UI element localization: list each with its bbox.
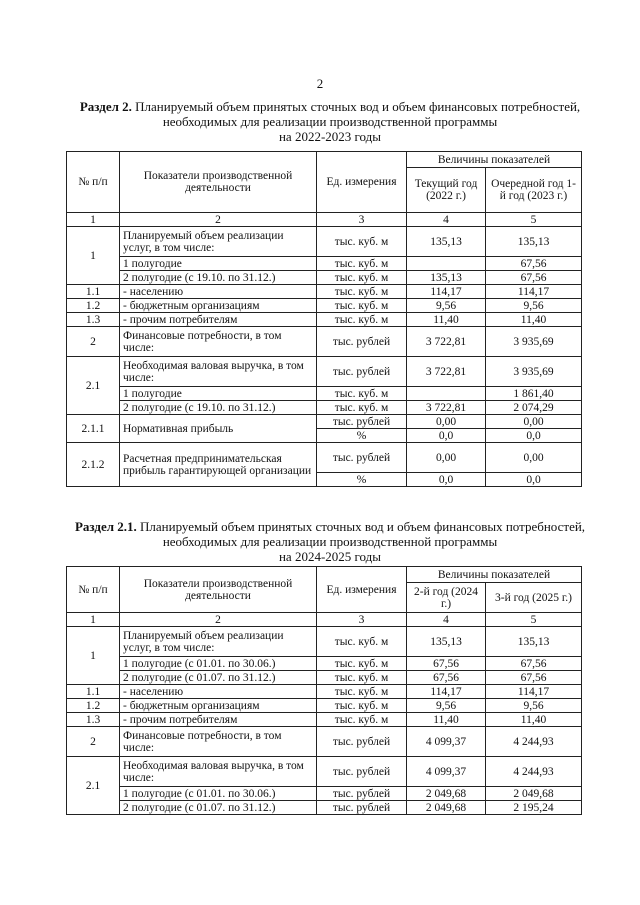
header-num: № п/п — [67, 567, 120, 613]
row-unit: тыс. куб. м — [317, 401, 407, 415]
row-unit: тыс. рублей — [317, 787, 407, 801]
row-label: 2 полугодие (с 19.10. по 31.12.) — [120, 271, 317, 285]
row-value-2: 2 074,29 — [486, 401, 582, 415]
row-unit: тыс. куб. м — [317, 313, 407, 327]
table-row — [67, 671, 582, 685]
row-value-2: 114,17 — [486, 285, 582, 299]
row-label: Необходимая валовая выручка, в том числе: — [120, 357, 317, 387]
row-value-2: 0,0 — [486, 429, 582, 443]
row-label: 1 полугодие — [120, 257, 317, 271]
table-row — [67, 357, 582, 387]
row-label: 2 полугодие (с 19.10. по 31.12.) — [120, 401, 317, 415]
row-label: 1 полугодие (с 01.01. по 30.06.) — [120, 787, 317, 801]
row-value-2: 67,56 — [486, 257, 582, 271]
row-value-1: 3 722,81 — [407, 357, 486, 387]
row-value-2: 9,56 — [486, 299, 582, 313]
row-num: 1 — [67, 627, 120, 685]
row-value-2: 67,56 — [486, 671, 582, 685]
row-unit: тыс. куб. м — [317, 685, 407, 699]
row-value-2: 1 861,40 — [486, 387, 582, 401]
row-value-2: 9,56 — [486, 699, 582, 713]
row-value-2: 3 935,69 — [486, 327, 582, 357]
table-row — [67, 257, 582, 271]
col-number: 5 — [486, 613, 582, 627]
row-label: Планируемый объем реализации услуг, в том числе: — [120, 227, 317, 257]
table-row — [67, 415, 582, 429]
row-unit: тыс. рублей — [317, 801, 407, 815]
row-unit: тыс. рублей — [317, 357, 407, 387]
row-label: Планируемый объем реализации услуг, в том числе: — [120, 627, 317, 657]
row-unit: тыс. куб. м — [317, 657, 407, 671]
header-col-year-3: 3-й год (2025 г.) — [486, 583, 582, 613]
row-label: 1 полугодие (с 01.01. по 30.06.) — [120, 657, 317, 671]
row-value-1: 0,00 — [407, 415, 486, 429]
section-1-title-bold: Раздел 2. — [79, 99, 132, 114]
row-num: 2.1 — [67, 357, 120, 415]
row-label: - прочим потребителям — [120, 713, 317, 727]
row-label: - населению — [120, 685, 317, 699]
row-label: - прочим потребителям — [120, 313, 317, 327]
row-num: 2.1 — [67, 757, 120, 815]
table-row — [67, 699, 582, 713]
table-row — [67, 727, 582, 757]
row-num: 1 — [67, 227, 120, 285]
row-value-1: 135,13 — [407, 271, 486, 285]
row-value-2: 114,17 — [486, 685, 582, 699]
header-indicator: Показатели производственной деятельности — [120, 152, 317, 213]
row-value-2: 2 195,24 — [486, 801, 582, 815]
row-value-1: 67,56 — [407, 657, 486, 671]
row-num: 1.3 — [67, 713, 120, 727]
row-num: 2.1.1 — [67, 415, 120, 443]
table-row — [67, 713, 582, 727]
row-unit: тыс. куб. м — [317, 387, 407, 401]
row-unit: тыс. куб. м — [317, 227, 407, 257]
header-unit: Ед. измерения — [317, 567, 407, 613]
row-value-2: 11,40 — [486, 713, 582, 727]
row-label: - бюджетным организациям — [120, 299, 317, 313]
row-label: Расчетная предпринимательская прибыль гарантирующей организации — [120, 443, 317, 487]
row-value-1: 0,0 — [407, 429, 486, 443]
row-value-1: 11,40 — [407, 713, 486, 727]
row-label: - бюджетным организациям — [120, 699, 317, 713]
col-number: 3 — [317, 613, 407, 627]
table-row — [67, 757, 582, 787]
row-unit: тыс. куб. м — [317, 699, 407, 713]
row-unit: тыс. куб. м — [317, 257, 407, 271]
row-unit: тыс. куб. м — [317, 627, 407, 657]
row-value-2: 2 049,68 — [486, 787, 582, 801]
row-value-1: 2 049,68 — [407, 787, 486, 801]
header-col-current-year: Текущий год (2022 г.) — [407, 168, 486, 213]
table-row — [67, 657, 582, 671]
row-num: 1.3 — [67, 313, 120, 327]
section-2-title-bold: Раздел 2.1. — [74, 519, 137, 534]
row-value-1: 9,56 — [407, 699, 486, 713]
row-unit: % — [317, 429, 407, 443]
row-value-2: 0,00 — [486, 443, 582, 473]
row-label: Необходимая валовая выручка, в том числе: — [120, 757, 317, 787]
table-row — [67, 685, 582, 699]
section-1-title-years: на 2022-2023 годы — [278, 129, 382, 144]
row-num: 1.2 — [67, 699, 120, 713]
row-value-1 — [407, 257, 486, 271]
row-value-1 — [407, 387, 486, 401]
row-unit: тыс. рублей — [317, 727, 407, 757]
section-2-heading — [60, 519, 600, 564]
row-value-2: 11,40 — [486, 313, 582, 327]
header-values: Величины показателей — [407, 567, 582, 583]
col-number: 2 — [120, 213, 317, 227]
row-unit: тыс. куб. м — [317, 271, 407, 285]
row-label: Финансовые потребности, в том числе: — [120, 327, 317, 357]
row-value-1: 67,56 — [407, 671, 486, 685]
row-value-1: 3 722,81 — [407, 401, 486, 415]
row-label: 2 полугодие (с 01.07. по 31.12.) — [120, 801, 317, 815]
col-number: 1 — [67, 213, 120, 227]
table-row — [67, 787, 582, 801]
table-row — [67, 387, 582, 401]
row-unit: тыс. рублей — [317, 415, 407, 429]
row-value-1: 114,17 — [407, 685, 486, 699]
row-label: - населению — [120, 285, 317, 299]
row-value-1: 0,00 — [407, 443, 486, 473]
section-1-table — [66, 151, 582, 487]
row-value-1: 135,13 — [407, 227, 486, 257]
col-number: 3 — [317, 213, 407, 227]
row-value-2: 67,56 — [486, 271, 582, 285]
row-value-2: 4 244,93 — [486, 757, 582, 787]
row-value-1: 11,40 — [407, 313, 486, 327]
row-value-1: 3 722,81 — [407, 327, 486, 357]
header-col-year-2: 2-й год (2024 г.) — [407, 583, 486, 613]
col-number: 4 — [407, 613, 486, 627]
row-value-2: 135,13 — [486, 627, 582, 657]
row-value-1: 0,0 — [407, 473, 486, 487]
header-indicator: Показатели производственной деятельности — [120, 567, 317, 613]
row-value-1: 114,17 — [407, 285, 486, 299]
row-value-2: 4 244,93 — [486, 727, 582, 757]
row-num: 2 — [67, 327, 120, 357]
header-num: № п/п — [67, 152, 120, 213]
table-row — [67, 271, 582, 285]
col-number: 2 — [120, 613, 317, 627]
table-row — [67, 313, 582, 327]
col-number: 1 — [67, 613, 120, 627]
row-value-1: 135,13 — [407, 627, 486, 657]
header-values: Величины показателей — [407, 152, 582, 168]
row-value-2: 0,0 — [486, 473, 582, 487]
row-unit: % — [317, 473, 407, 487]
row-unit: тыс. куб. м — [317, 285, 407, 299]
table-row — [67, 299, 582, 313]
row-value-1: 4 099,37 — [407, 757, 486, 787]
page-number: 2 — [316, 76, 324, 91]
table-row — [67, 327, 582, 357]
row-unit: тыс. куб. м — [317, 671, 407, 685]
row-value-1: 2 049,68 — [407, 801, 486, 815]
row-value-2: 3 935,69 — [486, 357, 582, 387]
header-unit: Ед. измерения — [317, 152, 407, 213]
row-unit: тыс. куб. м — [317, 713, 407, 727]
section-2-table — [66, 566, 582, 815]
row-label: Нормативная прибыль — [120, 415, 317, 443]
row-value-2: 0,00 — [486, 415, 582, 429]
section-2-title-years: на 2024-2025 годы — [278, 549, 382, 564]
row-num: 1.2 — [67, 299, 120, 313]
row-label: 1 полугодие — [120, 387, 317, 401]
table-row — [67, 285, 582, 299]
table-row — [67, 227, 582, 257]
row-label: 2 полугодие (с 01.07. по 31.12.) — [120, 671, 317, 685]
row-num: 1.1 — [67, 285, 120, 299]
row-unit: тыс. куб. м — [317, 299, 407, 313]
row-unit: тыс. рублей — [317, 757, 407, 787]
row-num: 2.1.2 — [67, 443, 120, 487]
header-col-next-year: Очередной год 1-й год (2023 г.) — [486, 168, 582, 213]
row-label: Финансовые потребности, в том числе: — [120, 727, 317, 757]
row-value-2: 135,13 — [486, 227, 582, 257]
table-row — [67, 401, 582, 415]
col-number: 4 — [407, 213, 486, 227]
row-value-1: 4 099,37 — [407, 727, 486, 757]
row-unit: тыс. рублей — [317, 443, 407, 473]
table-row — [67, 627, 582, 657]
section-2-title-rest: Планируемый объем принятых сточных вод и объем финансовых потребностей, необходимых для реализации производственной программы — [136, 519, 586, 549]
row-num: 1.1 — [67, 685, 120, 699]
section-1-heading — [60, 99, 600, 144]
table-row — [67, 801, 582, 815]
row-value-1: 9,56 — [407, 299, 486, 313]
row-unit: тыс. рублей — [317, 327, 407, 357]
table-row — [67, 443, 582, 473]
row-num: 2 — [67, 727, 120, 757]
row-value-2: 67,56 — [486, 657, 582, 671]
col-number: 5 — [486, 213, 582, 227]
section-1-title-rest: Планируемый объем принятых сточных вод и объем финансовых потребностей, необходимых для реализации производственной программы — [131, 99, 581, 129]
